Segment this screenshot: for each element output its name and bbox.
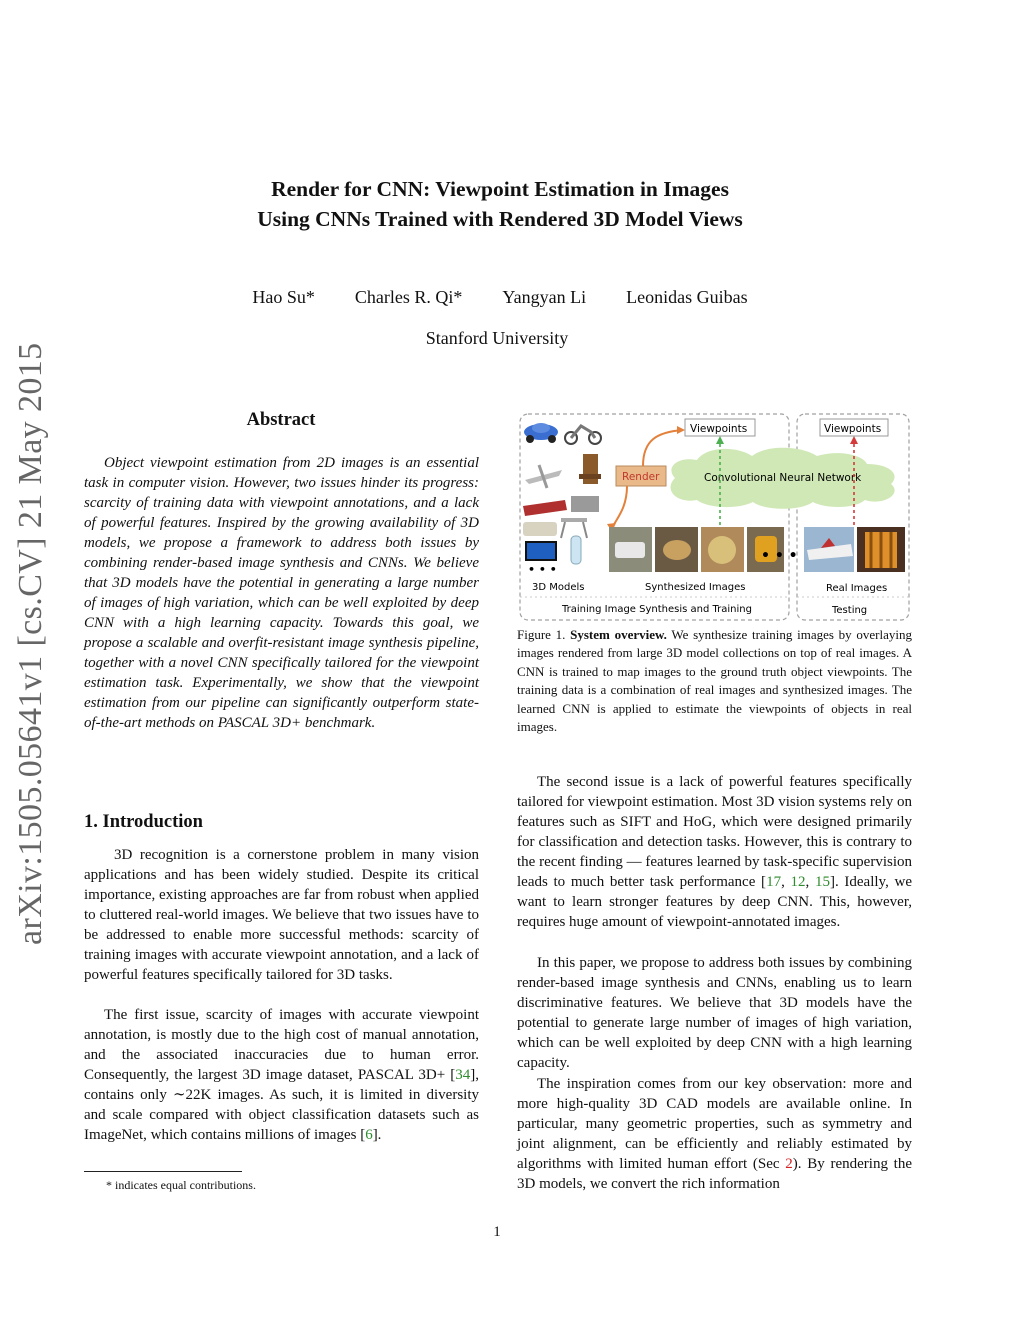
footnote: * indicates equal contributions. — [106, 1178, 256, 1192]
arrowhead — [677, 426, 685, 434]
arrow-to-synth — [612, 486, 627, 528]
viewpoints-label-left: Viewpoints — [690, 423, 748, 435]
intro-paragraph-1: 3D recognition is a cornerstone problem in many vision applications and has been widely studied. Despite its critical importance, existing approaches are far from robust when applied to cluttered real-world images. We believe that two issues have to be addressed to enable more successful methods: scarcity of training images with accurate viewpoint annotation, and a lack of powerful features specifically tailored for 3D tasks. — [84, 847, 479, 983]
text-run: , — [805, 874, 815, 890]
citation-link[interactable]: 34 — [455, 1067, 471, 1083]
label-testing: Testing — [832, 605, 868, 616]
right-paragraph-1 — [517, 772, 912, 932]
paper-title — [130, 174, 870, 234]
affiliation: Stanford University — [425, 328, 569, 348]
label-training: Training Image Synthesis and Training — [562, 604, 752, 615]
figure-ellipsis: • • • — [528, 563, 557, 576]
title-line-2: Using CNNs Trained with Rendered 3D Model Views — [257, 207, 743, 231]
label-3d-models: 3D Models — [532, 582, 585, 593]
right-paragraph-2: In this paper, we propose to address both issues by combining render-based image synthesis and CNNs, enabling us to learn discriminative features. We believe that 3D models have the potential to generate large number of images of high variation, which can be well exploited by deep CNN with a high learning capacity. — [517, 955, 912, 1071]
arxiv-stamp: arXiv:1505.05641v1 [cs.CV] 21 May 2015 — [12, 342, 49, 945]
section-reference-link[interactable]: 2 — [785, 1156, 793, 1172]
arrowhead — [850, 436, 858, 444]
label-real-images: Real Images — [826, 583, 888, 594]
3d-model-thumbnails — [523, 423, 601, 564]
text-run: ]. Ideally, we want to learn stronger features by deep CNN. This, however, requires huge amount of viewpoint-annotated images. — [517, 874, 913, 930]
text-run: ]. — [372, 1127, 382, 1143]
text-run: The second issue is a lack of powerful features specifically tailored for viewpoint estimation. Most 3D vision systems rely on features such as SIFT and HoG, which were designed primarily for classification and detection tasks. However, this is contrary to the recent finding — features learned by task-specific supervision leads to much better task performance [ — [517, 774, 912, 890]
author-list — [140, 287, 860, 308]
figure-ellipsis: • • • — [761, 548, 798, 564]
author: Yangyan Li — [502, 287, 587, 307]
text-run: The inspiration comes from our key observation: more and more high-quality 3D CAD models are available online. In particular, many geometric properties, such as symmetry and joint alignment, can be efficiently and reliably estimated by algorithms with limited human effort (Sec — [517, 1076, 912, 1172]
citation-link[interactable]: 6 — [365, 1127, 373, 1143]
intro-paragraph-2 — [84, 1005, 479, 1145]
text-run: ). By rendering the 3D models, we convert the rich information — [517, 1156, 912, 1192]
author: Hao Su* — [252, 287, 315, 307]
author: Charles R. Qi* — [354, 287, 463, 307]
arrow-to-viewpoints — [643, 430, 683, 466]
real-image-thumbnails — [804, 527, 905, 572]
page-number: 1 — [493, 1224, 501, 1240]
citation-link[interactable]: 15 — [814, 874, 830, 890]
arrowhead — [716, 436, 724, 444]
abstract-text: Object viewpoint estimation from 2D images is an essential task in computer vision. However, two issues hinder its progress: scarcity of training data with viewpoint annotations, and a lack of powerful features. Inspired by the growing availability of 3D models, we propose a framework to address both issues by combining render-based image synthesis and CNNs. We believe that 3D models have the potential in generating a large number of images of high variation, which can be well exploited by deep CNN with a high learning capacity. Towards this goal, we propose a scalable and overfit-resistant image synthesis pipeline, together with a novel CNN specifically tailored for the viewpoint estimation task. Experimentally, we show that the viewpoint estimation from our pipeline can significantly outperform state-of-the-art methods on PASCAL 3D+ benchmark. — [84, 455, 479, 731]
citation-link[interactable]: 12 — [790, 874, 806, 890]
label-synthesized-images: Synthesized Images — [645, 582, 746, 593]
title-line-1: Render for CNN: Viewpoint Estimation in Images — [271, 177, 729, 201]
text-run: ], contains only ∼22K images. As such, it is limited in diversity and scale compared with object classification datasets such as ImageNet, which contains millions of images [ — [84, 1067, 479, 1143]
caption-label: Figure 1. — [517, 627, 566, 642]
text-run: , — [781, 874, 791, 890]
figure-caption — [517, 626, 912, 736]
author: Leonidas Guibas — [626, 287, 748, 307]
render-label: Render — [622, 471, 660, 483]
text-run: The first issue, scarcity of images with accurate viewpoint annotation, is mostly due to the high cost of manual annotation, and the associated inaccuracies due to human error. Consequently, the largest 3D image dataset, PASCAL 3D+ [ — [84, 1007, 479, 1083]
section-heading-introduction: 1. Introduction — [84, 812, 203, 832]
system-overview-figure — [517, 410, 912, 625]
citation-link[interactable]: 17 — [766, 874, 782, 890]
abstract-heading: Abstract — [246, 410, 316, 430]
caption-title: System overview. — [570, 627, 667, 642]
cnn-label: Convolutional Neural Network — [704, 472, 862, 484]
viewpoints-label-right: Viewpoints — [824, 423, 882, 435]
footnote-rule — [84, 1171, 242, 1172]
caption-text: We synthesize training images by overlaying images rendered from large 3D model collections on top of real images. A CNN is trained to map images to the ground truth object viewpoints. The training data is a combination of real images and synthesized images. The learned CNN is applied to estimate the viewpoints of objects in real images. — [517, 627, 912, 735]
synthesized-image-thumbnails — [609, 527, 784, 572]
right-paragraph-3 — [517, 1074, 912, 1194]
